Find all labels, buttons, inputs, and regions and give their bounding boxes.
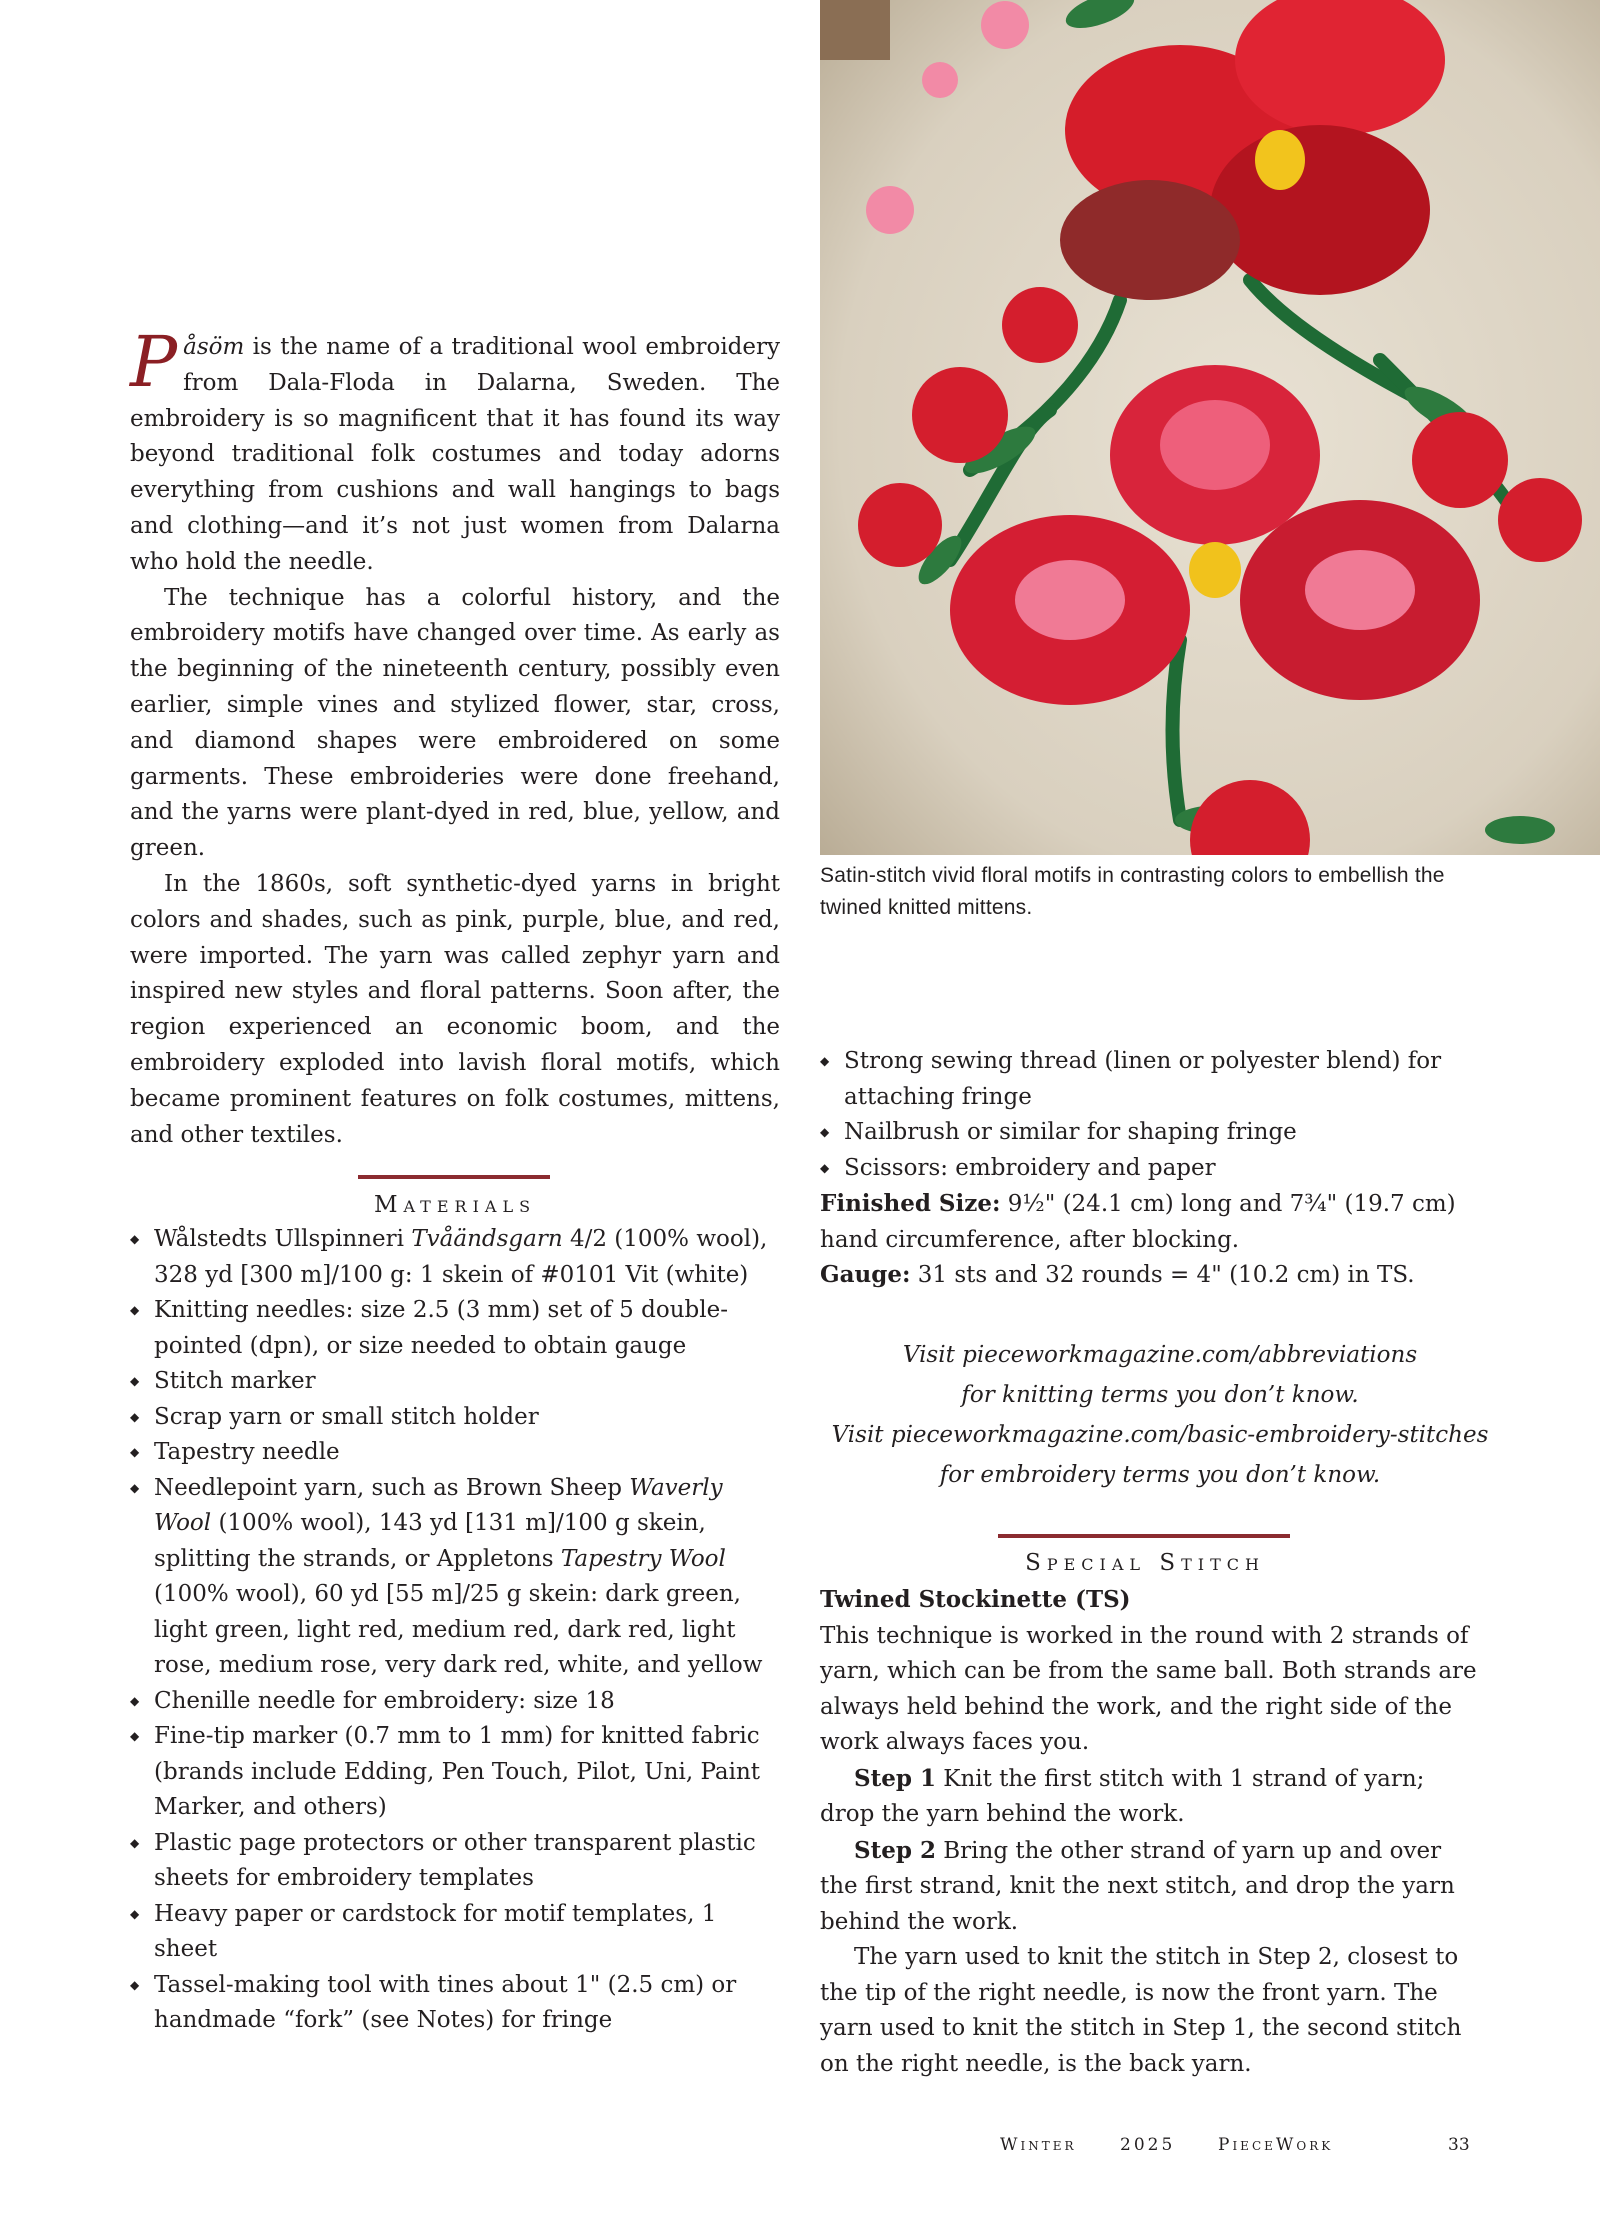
- list-item: ◆ Wålstedts Ullspinneri Tvåändsgarn 4/2 (100% wool), 328 yd [300 m]/100 g: 1 skein of #0101 Vit (white): [130, 1222, 780, 1293]
- drop-cap: P: [130, 321, 178, 403]
- gauge: Gauge: 31 sts and 32 rounds = 4" (10.2 cm) in TS.: [820, 1261, 1415, 1288]
- special-stitch-text: [820, 1582, 1480, 2082]
- visit-line-1: Visit pieceworkmagazine.com/abbreviations: [902, 1342, 1418, 1368]
- materials-list: [130, 1222, 780, 2039]
- intro-text: [130, 321, 780, 1153]
- list-item: ◆ Heavy paper or cardstock for motif templates, 1 sheet: [130, 1897, 780, 1968]
- intro-lead-word: åsöm: [183, 334, 245, 360]
- list-item: ◆ Scrap yarn or small stitch holder: [130, 1400, 780, 1436]
- finished-size: Finished Size: 9½" (24.1 cm) long and 7¾" (19.7 cm) hand circumference, after blocking.: [820, 1190, 1456, 1253]
- footer-year: 2025: [1120, 2135, 1176, 2155]
- intro-paragraph-1-body: is the name of a traditional wool embroidery from Dala-Floda in Dalarna, Sweden. The embroidery is so magnificent that it has found its way beyond traditional folk costumes and today adorns everything from cushions and wall hangings to bags and clothing—and it’s not just women from Dalarna who hold the needle.: [130, 334, 780, 575]
- list-item: ◆ Nailbrush or similar for shaping fringe: [820, 1115, 1480, 1151]
- stitch-step-1: Step 1 Knit the first stitch with 1 strand of yarn; drop the yarn behind the work.: [820, 1764, 1425, 1827]
- list-item: ◆ Knitting needles: size 2.5 (3 mm) set of 5 double-pointed (dpn), or size needed to obtain gauge: [130, 1293, 780, 1364]
- list-item: ◆ Scissors: embroidery and paper: [820, 1151, 1480, 1187]
- list-item: ◆ Needlepoint yarn, such as Brown Sheep Waverly Wool (100% wool), 143 yd [131 m]/100 g skein, splitting the strands, or Appletons Tapestry Wool (100% wool), 60 yd [55 m]/25 g skein: dark green, light green, light red, medium red, dark red, light rose, medium rose, very dark red, white, and yellow: [130, 1471, 780, 1684]
- special-stitch-rule: [998, 1534, 1290, 1538]
- visit-line-2: for knitting terms you don’t know.: [961, 1382, 1359, 1408]
- list-item: ◆ Stitch marker: [130, 1364, 780, 1400]
- list-item: ◆ Strong sewing thread (linen or polyester blend) for attaching fringe: [820, 1044, 1480, 1115]
- stitch-closing: The yarn used to knit the stitch in Step 2, closest to the tip of the right needle, is now the front yarn. The yarn used to knit the stitch in Step 1, the second stitch on the right needle, is the back yarn.: [820, 1944, 1462, 2077]
- stitch-step-2: Step 2 Bring the other strand of yarn up and over the first strand, knit the next stitch, and drop the yarn behind the work.: [820, 1836, 1455, 1935]
- list-item: ◆ Plastic page protectors or other transparent plastic sheets for embroidery templates: [130, 1826, 780, 1897]
- visit-line-4: for embroidery terms you don’t know.: [939, 1462, 1381, 1488]
- intro-paragraph-3: In the 1860s, soft synthetic-dyed yarns in bright colors and shades, such as pink, purple, blue, and red, were imported. The yarn was called zephyr yarn and inspired new styles and floral patterns. Soon after, the region experienced an economic boom, and the embroidery exploded into lavish floral motifs, which became prominent features on folk costumes, mittens, and other textiles.: [130, 870, 780, 1148]
- list-item: ◆ Fine-tip marker (0.7 mm to 1 mm) for knitted fabric (brands include Edding, Pen Touch, Pilot, Uni, Paint Marker, and others): [130, 1719, 780, 1826]
- stitch-intro: This technique is worked in the round with 2 strands of yarn, which can be from the same ball. Both strands are always held behind the work, and the right side of the work always faces you.: [820, 1622, 1477, 1755]
- materials-heading: Materials: [373, 1192, 537, 1218]
- photo-caption: Satin-stitch vivid floral motifs in contrasting colors to embellish the twined knitted mittens.: [820, 864, 1445, 919]
- embroidered-mitten-photo: [820, 0, 1600, 855]
- special-stitch-heading: Special Stitch: [1025, 1550, 1265, 1576]
- list-item: ◆ Tassel-making tool with tines about 1" (2.5 cm) or handmade “fork” (see Notes) for fringe: [130, 1968, 780, 2039]
- visit-note: [820, 1335, 1500, 1495]
- stitch-title: Twined Stockinette (TS): [820, 1586, 1131, 1613]
- footer-magazine: PieceWork: [1218, 2135, 1334, 2155]
- list-item: ◆ Tapestry needle: [130, 1435, 780, 1471]
- visit-line-3: Visit pieceworkmagazine.com/basic-embroidery-stitches: [831, 1422, 1489, 1448]
- materials-list-continued: [820, 1044, 1480, 1186]
- footer-season: Winter: [1000, 2135, 1077, 2155]
- list-item: ◆ Chenille needle for embroidery: size 18: [130, 1684, 780, 1720]
- materials-rule: [358, 1175, 550, 1179]
- page-number: 33: [1448, 2135, 1470, 2155]
- intro-paragraph-1: [130, 321, 780, 581]
- intro-paragraph-2: The technique has a colorful history, and the embroidery motifs have changed over time. As early as the beginning of the nineteenth century, possibly even earlier, simple vines and stylized flower, star, cross, and diamond shapes were embroidered on some garments. These embroideries were done freehand, and the yarns were plant-dyed in red, blue, yellow, and green.: [130, 584, 780, 862]
